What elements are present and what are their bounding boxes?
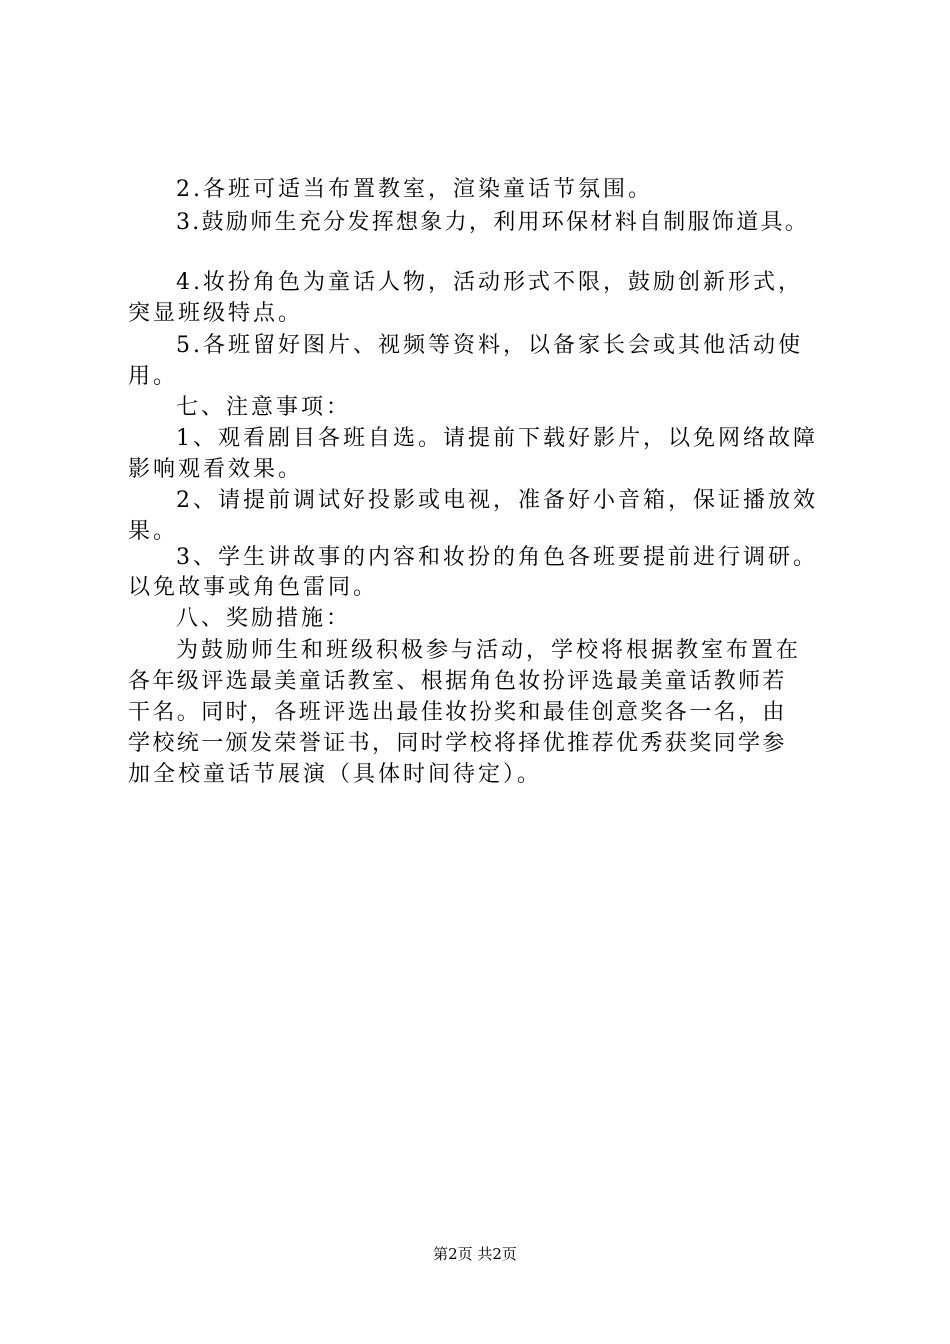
text-line: 5.各班留好图片、视频等资料，以备家长会或其他活动使 <box>176 333 803 358</box>
text-line: 用。 <box>128 364 179 389</box>
text-line: 4.妆扮角色为童话人物，活动形式不限，鼓励创新形式， <box>176 270 803 295</box>
section-heading: 八、奖励措施： <box>176 606 352 631</box>
text-line: 干名。同时，各班评选出最佳妆扮奖和最佳创意奖各一名，由 <box>128 700 787 725</box>
text-line: 以免故事或角色雷同。 <box>128 575 379 600</box>
text-line: 为鼓励师生和班级积极参与活动，学校将根据教室布置在 <box>176 638 802 663</box>
text-line: 2.各班可适当布置教室，渲染童话节氛围。 <box>176 177 653 202</box>
text-line: 各年级评选最美童话教室、根据角色妆扮评选最美童话教师若 <box>128 669 787 694</box>
text-line: 突显班级特点。 <box>128 301 304 326</box>
text-line: 学校统一颁发荣誉证书，同时学校将择优推荐优秀获奖同学参 <box>128 731 787 756</box>
text-line: 1、观看剧目各班自选。请提前下载好影片，以免网络故障 <box>176 426 818 451</box>
text-line: 2、请提前调试好投影或电视，准备好小音箱，保证播放效 <box>176 488 818 513</box>
text-line: 影响观看效果。 <box>128 457 304 482</box>
page-footer: 第2页 共2页 <box>433 1245 517 1263</box>
text-line: 3、学生讲故事的内容和妆扮的角色各班要提前进行调研。 <box>176 545 818 570</box>
text-line: 果。 <box>128 519 179 544</box>
text-line: 加全校童话节展演（具体时间待定）。 <box>128 762 543 787</box>
section-heading: 七、注意事项： <box>176 395 352 420</box>
text-line: 3.鼓励师生充分发挥想象力，利用环保材料自制服饰道具。 <box>176 210 810 235</box>
